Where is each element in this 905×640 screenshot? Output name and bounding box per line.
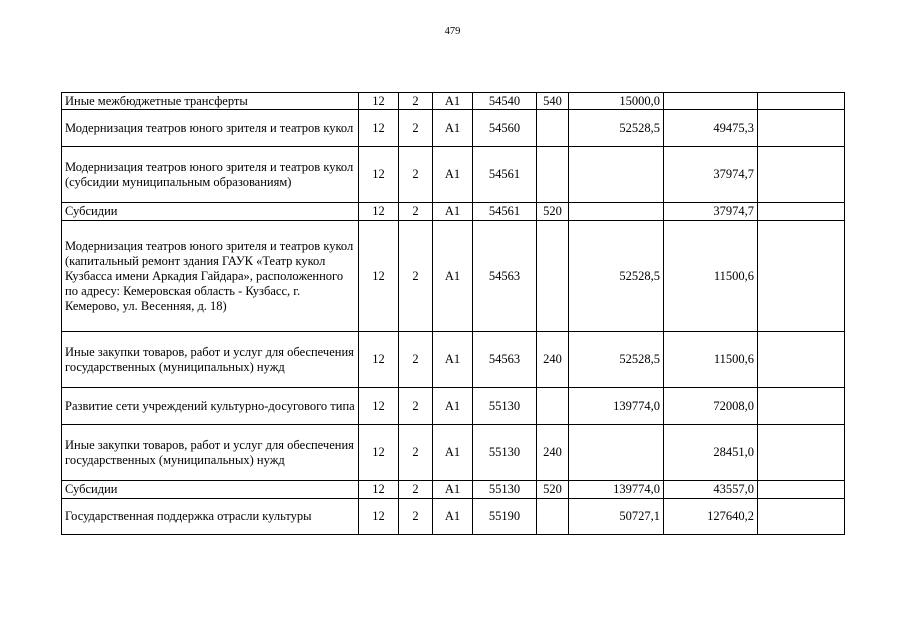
table-row bbox=[62, 425, 845, 481]
article-code: 55130 bbox=[473, 388, 537, 425]
section-code: 12 bbox=[359, 481, 399, 499]
section-code: 12 bbox=[359, 388, 399, 425]
program-code: А1 bbox=[433, 203, 473, 221]
table-row bbox=[62, 147, 845, 203]
subsection-code: 2 bbox=[399, 93, 433, 110]
amount-3 bbox=[758, 499, 845, 535]
table-row bbox=[62, 481, 845, 499]
table-row bbox=[62, 203, 845, 221]
table-row bbox=[62, 93, 845, 110]
amount-2: 11500,6 bbox=[664, 332, 758, 388]
article-code: 54563 bbox=[473, 221, 537, 332]
row-description: Модернизация театров юного зрителя и театров кукол (капитальный ремонт здания ГАУК «Театр кукол Кузбасса имени Аркадия Гайдара», расположенного по адресу: Кемеровская область - Кузбасс, г. Кемерово, ул. Весенняя, д. 18) bbox=[62, 221, 359, 332]
article-code: 54540 bbox=[473, 93, 537, 110]
program-code: А1 bbox=[433, 388, 473, 425]
program-code: А1 bbox=[433, 93, 473, 110]
expense-type-code bbox=[537, 499, 569, 535]
row-description: Иные закупки товаров, работ и услуг для обеспечения государственных (муниципальных) нужд bbox=[62, 425, 359, 481]
article-code: 54561 bbox=[473, 203, 537, 221]
amount-1 bbox=[569, 425, 664, 481]
amount-1: 139774,0 bbox=[569, 481, 664, 499]
amount-2 bbox=[664, 93, 758, 110]
section-code: 12 bbox=[359, 425, 399, 481]
program-code: А1 bbox=[433, 481, 473, 499]
amount-2: 49475,3 bbox=[664, 110, 758, 147]
amount-1: 52528,5 bbox=[569, 332, 664, 388]
article-code: 54563 bbox=[473, 332, 537, 388]
section-code: 12 bbox=[359, 203, 399, 221]
section-code: 12 bbox=[359, 221, 399, 332]
amount-3 bbox=[758, 147, 845, 203]
table-row bbox=[62, 499, 845, 535]
amount-2: 11500,6 bbox=[664, 221, 758, 332]
amount-3 bbox=[758, 332, 845, 388]
subsection-code: 2 bbox=[399, 203, 433, 221]
expense-type-code: 540 bbox=[537, 93, 569, 110]
amount-1: 15000,0 bbox=[569, 93, 664, 110]
row-description: Субсидии bbox=[62, 203, 359, 221]
program-code: А1 bbox=[433, 147, 473, 203]
program-code: А1 bbox=[433, 332, 473, 388]
amount-1: 139774,0 bbox=[569, 388, 664, 425]
row-description: Субсидии bbox=[62, 481, 359, 499]
row-description: Государственная поддержка отрасли культуры bbox=[62, 499, 359, 535]
expense-type-code bbox=[537, 221, 569, 332]
row-description: Иные закупки товаров, работ и услуг для обеспечения государственных (муниципальных) нужд bbox=[62, 332, 359, 388]
expense-type-code: 520 bbox=[537, 203, 569, 221]
subsection-code: 2 bbox=[399, 388, 433, 425]
article-code: 54560 bbox=[473, 110, 537, 147]
expense-type-code bbox=[537, 388, 569, 425]
program-code: А1 bbox=[433, 425, 473, 481]
amount-3 bbox=[758, 425, 845, 481]
row-description: Развитие сети учреждений культурно-досугового типа bbox=[62, 388, 359, 425]
article-code: 55130 bbox=[473, 481, 537, 499]
section-code: 12 bbox=[359, 147, 399, 203]
amount-1: 52528,5 bbox=[569, 110, 664, 147]
section-code: 12 bbox=[359, 332, 399, 388]
amount-3 bbox=[758, 388, 845, 425]
subsection-code: 2 bbox=[399, 110, 433, 147]
amount-3 bbox=[758, 110, 845, 147]
row-description: Иные межбюджетные трансферты bbox=[62, 93, 359, 110]
expense-type-code: 240 bbox=[537, 425, 569, 481]
table-row bbox=[62, 221, 845, 332]
subsection-code: 2 bbox=[399, 425, 433, 481]
amount-2: 127640,2 bbox=[664, 499, 758, 535]
amount-3 bbox=[758, 203, 845, 221]
row-description: Модернизация театров юного зрителя и театров кукол bbox=[62, 110, 359, 147]
budget-table bbox=[61, 92, 845, 535]
expense-type-code: 240 bbox=[537, 332, 569, 388]
expense-type-code bbox=[537, 147, 569, 203]
amount-2: 28451,0 bbox=[664, 425, 758, 481]
table-row bbox=[62, 110, 845, 147]
expense-type-code: 520 bbox=[537, 481, 569, 499]
amount-2: 43557,0 bbox=[664, 481, 758, 499]
row-description: Модернизация театров юного зрителя и театров кукол (субсидии муниципальным образованиям) bbox=[62, 147, 359, 203]
amount-3 bbox=[758, 221, 845, 332]
amount-1 bbox=[569, 203, 664, 221]
amount-3 bbox=[758, 481, 845, 499]
program-code: А1 bbox=[433, 110, 473, 147]
amount-2: 37974,7 bbox=[664, 203, 758, 221]
amount-2: 72008,0 bbox=[664, 388, 758, 425]
amount-1: 50727,1 bbox=[569, 499, 664, 535]
program-code: А1 bbox=[433, 499, 473, 535]
amount-2: 37974,7 bbox=[664, 147, 758, 203]
amount-1: 52528,5 bbox=[569, 221, 664, 332]
program-code: А1 bbox=[433, 221, 473, 332]
subsection-code: 2 bbox=[399, 221, 433, 332]
amount-1 bbox=[569, 147, 664, 203]
amount-3 bbox=[758, 93, 845, 110]
article-code: 55190 bbox=[473, 499, 537, 535]
expense-type-code bbox=[537, 110, 569, 147]
subsection-code: 2 bbox=[399, 147, 433, 203]
section-code: 12 bbox=[359, 499, 399, 535]
article-code: 55130 bbox=[473, 425, 537, 481]
page-number: 479 bbox=[444, 26, 461, 37]
subsection-code: 2 bbox=[399, 499, 433, 535]
section-code: 12 bbox=[359, 93, 399, 110]
article-code: 54561 bbox=[473, 147, 537, 203]
subsection-code: 2 bbox=[399, 332, 433, 388]
subsection-code: 2 bbox=[399, 481, 433, 499]
table-row bbox=[62, 332, 845, 388]
table-row bbox=[62, 388, 845, 425]
section-code: 12 bbox=[359, 110, 399, 147]
